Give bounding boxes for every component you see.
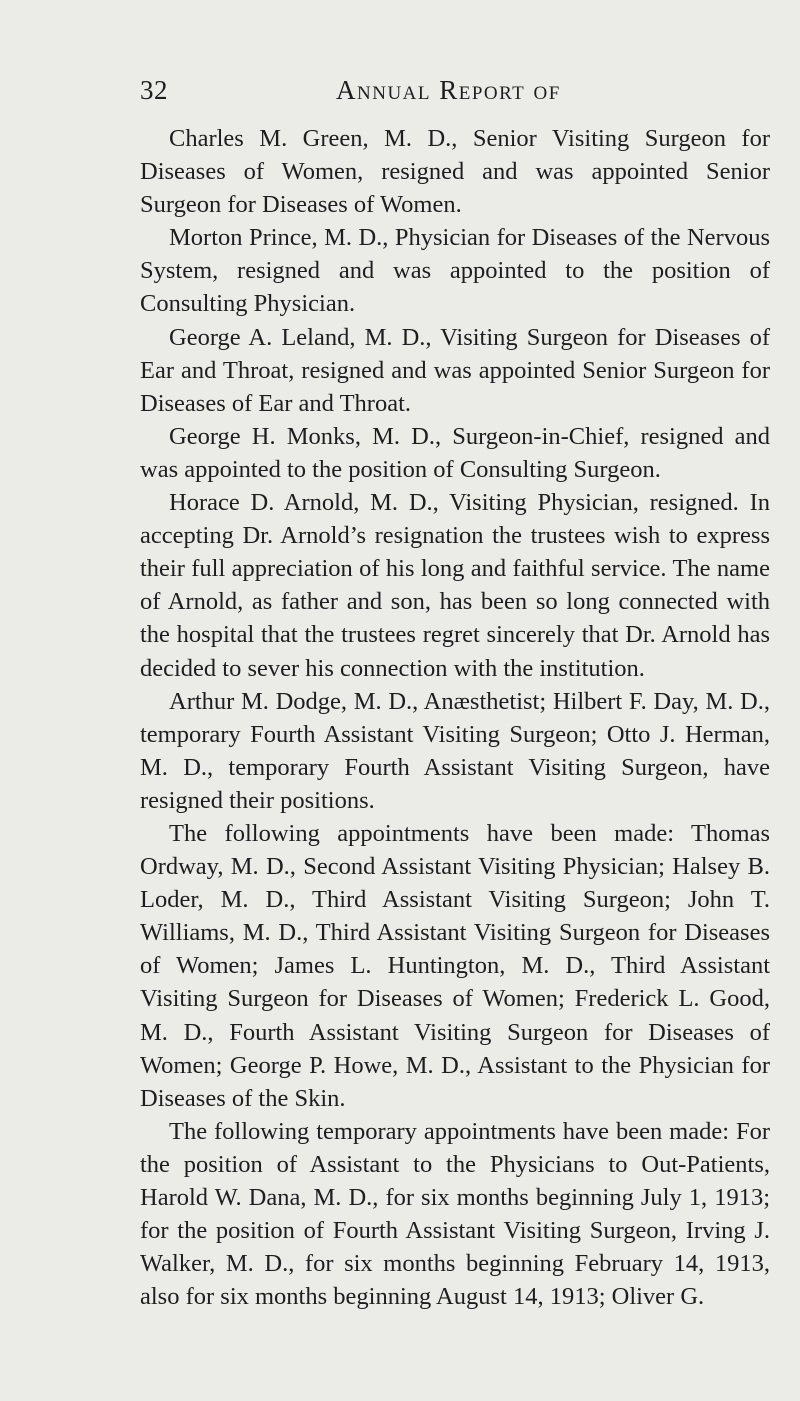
paragraph-arnold: Horace D. Arnold, M. D., Visiting Physician, resigned. In accepting Dr. Arnold’s resignation the trustees wish to express their full appreciation of his long and faithful service. The name of Arnold, as father and son, has been so long connected with the hospital that the trustees regret sincerely that Dr. Arnold has decided to sever his connection with the institution. bbox=[140, 489, 770, 682]
body-text bbox=[140, 122, 770, 1313]
running-head: Annual Report of bbox=[336, 75, 561, 105]
page-number: 32 bbox=[140, 75, 168, 105]
paragraph-temporary-appointments: The following temporary appointments have been made: For the position of Assistant to the Physicians to Out-Patients, Harold W. Dana, M. D., for six months beginning July 1, 1913; for the position of Fourth Assistant Visiting Surgeon, Irving J. Walker, M. D., for six months beginning February 14, 1913, also for six months beginning August 14, 1913; Oliver G. bbox=[140, 1117, 770, 1311]
paragraph-appointments: The following appointments have been made: Thomas Ordway, M. D., Second Assistant Visiting Physician; Halsey B. Loder, M. D., Third Assistant Visiting Surgeon; John T. Williams, M. D., Third Assistant Visiting Surgeon for Diseases of Women; James L. Huntington, M. D., Third Assistant Visiting Surgeon for Diseases of Women; Frederick L. Good, M. D., Fourth Assistant Visiting Surgeon for Diseases of Women; George P. Howe, M. D., Assistant to the Physician for Diseases of the Skin. bbox=[140, 819, 770, 1112]
paragraph-resignations: Arthur M. Dodge, M. D., Anæsthetist; Hilbert F. Day, M. D., temporary Fourth Assistant Visiting Surgeon; Otto J. Herman, M. D., temporary Fourth Assistant Visiting Surgeon, have resigned their positions. bbox=[140, 687, 770, 814]
page-header bbox=[140, 70, 770, 110]
paragraph-green: Charles M. Green, M. D., Senior Visiting Surgeon for Diseases of Women, resigned and was appointed Senior Surgeon for Diseases of Women. bbox=[140, 125, 770, 219]
paragraph-prince: Morton Prince, M. D., Physician for Diseases of the Nervous System, resigned and was appointed to the position of Consulting Physician. bbox=[140, 224, 770, 318]
paragraph-leland: George A. Leland, M. D., Visiting Surgeon for Diseases of Ear and Throat, resigned and was appointed Senior Surgeon for Diseases of Ear and Throat. bbox=[140, 323, 770, 417]
paragraph-monks: George H. Monks, M. D., Surgeon-in-Chief, resigned and was appointed to the position of Consulting Surgeon. bbox=[140, 422, 770, 483]
